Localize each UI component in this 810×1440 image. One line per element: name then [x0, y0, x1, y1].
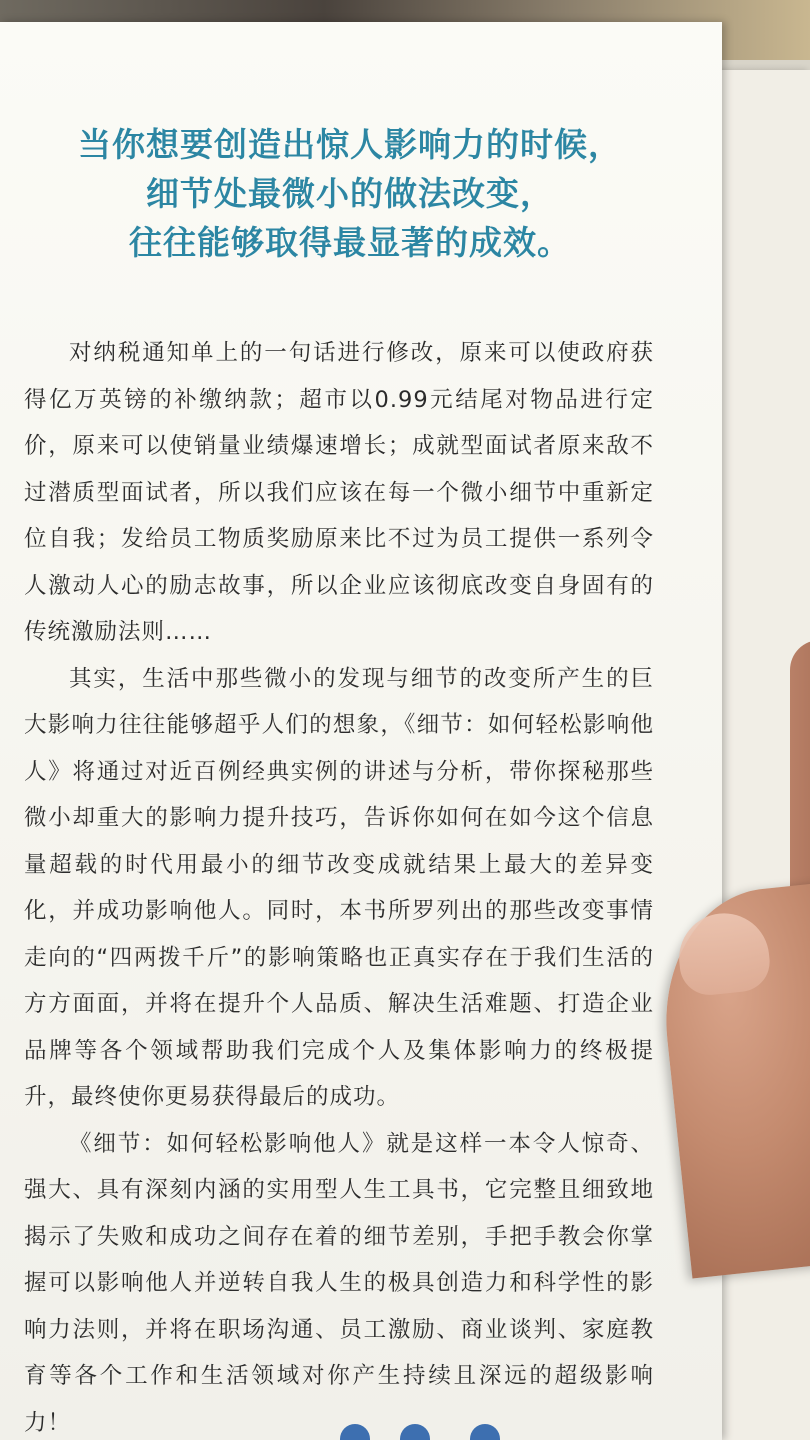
decorative-shape: [470, 1424, 500, 1440]
decorative-shape: [400, 1424, 430, 1440]
cover-art-fragment: [330, 1418, 560, 1440]
body-text: [24, 330, 654, 1440]
headline: [40, 120, 660, 267]
paragraph: 其实，生活中那些微小的发现与细节的改变所产生的巨大影响力往往能够超乎人们的想象，《细节：如何轻松影响他人》将通过对近百例经典实例的讲述与分析，带你探秘那些微小却重大的影响力提升技巧，告诉你如何在如今这个信息量超载的时代用最小的细节改变成就结果上最大的差异变化，并成功影响他人。同时，本书所罗列出的那些改变事情走向的“四两拨千斤”的影响策略也正真实存在于我们生活的方方面面，并将在提升个人品质、解决生活难题、打造企业品牌等各个领域帮助我们完成个人及集体影响力的终极提升，最终使你更易获得最后的成功。: [24, 665, 654, 1110]
paragraph: 对纳税通知单上的一句话进行修改，原来可以使政府获得亿万英镑的补缴纳款；超市以0.99元结尾对物品进行定价，原来可以使销量业绩爆速增长；成就型面试者原来敌不过潜质型面试者，所以我们应该在每一个微小细节中重新定位自我；发给员工物质奖励原来比不过为员工提供一系列令人激动人心的励志故事，所以企业应该彻底改变自身固有的传统激励法则……: [24, 340, 654, 645]
decorative-shape: [340, 1424, 370, 1440]
headline-line: 细节处最微小的做法改变，: [146, 174, 554, 213]
headline-line: 当你想要创造出惊人影响力的时候，: [78, 125, 622, 164]
paragraph: 《细节：如何轻松影响他人》就是这样一本令人惊奇、强大、具有深刻内涵的实用型人生工具书，它完整且细致地揭示了失败和成功之间存在着的细节差别，手把手教会你掌握可以影响他人并逆转自我人生的极具创造力和科学性的影响力法则，并将在职场沟通、员工激励、商业谈判、家庭教育等各个工作和生活领域对你产生持续且深远的超级影响力！: [24, 1130, 654, 1436]
headline-line: 往往能够取得最显著的成效。: [129, 223, 571, 262]
